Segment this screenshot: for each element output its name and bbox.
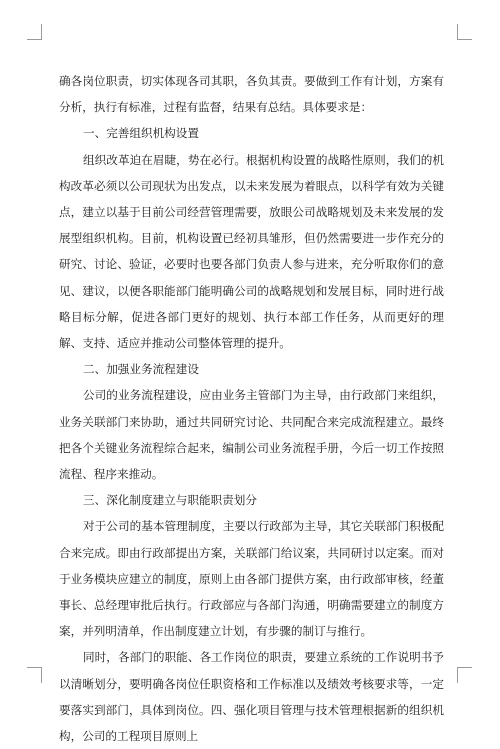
paragraph-job-responsibilities: 同时，各部门的职能、各工作岗位的职责，要建立系统的工作说明书予以清晰划分，要明确各岗位任职资格和工作标准以及绩效考核要求等，一定要落实到部门，具体到岗位。四、强化项目管理与技术管理根据新的组织机构，公司的工程项目原则上 [59, 650, 444, 744]
section-heading-3: 三、深化制度建立与职能职责划分 [83, 493, 257, 508]
paragraph-management-system: 对于公司的基本管理制度，主要以行政部为主导，其它关联部门积极配合来完成。即由行政部提出方案，关联部门给议案，共同研讨以定案。而对于业务模块应建立的制度，原则上由各部门提供方案，由行政部审核，经董事长、总经理审批后执行。行政部应与各部门沟通，明确需要建立的制度方案，并列明清单，作出制度建立计划，有步骤的制订与推行。 [59, 519, 444, 639]
crop-mark-bottom-left-h [27, 667, 41, 668]
section-heading-1: 一、完善组织机构设置 [83, 126, 199, 141]
crop-mark-top-left-h [27, 39, 41, 40]
crop-mark-bottom-right-h [457, 667, 472, 668]
section-heading-2: 二、加强业务流程建设 [83, 362, 199, 377]
crop-mark-bottom-left-v [41, 667, 42, 683]
crop-mark-top-right-h [457, 39, 472, 40]
crop-mark-bottom-right-v [457, 667, 458, 683]
paragraph-business-process: 公司的业务流程建设，应由业务主管部门为主导，由行政部门来组织，业务关联部门来协助，通过共同研究讨论、共同配合来完成流程建立。最终把各个关键业务流程综合起来，编制公司业务流程手册，今后一切工作按照流程、程序来推动。 [59, 388, 444, 482]
document-body [59, 68, 444, 749]
crop-mark-top-right-v [457, 24, 458, 40]
paragraph-intro: 确各岗位职责，切实体现各司其职，各负其责。要做到工作有计划，方案有分析，执行有标准，过程有监督，结果有总结。具体要求是： [59, 74, 444, 115]
paragraph-org-structure: 组织改革迫在眉睫，势在必行。根据机构设置的战略性原则，我们的机构改革必须以公司现状为出发点，以未来发展为着眼点，以科学有效为关键点，建立以基于目前公司经营管理需要，放眼公司战略规划及未来发展的发展型组织机构。目前，机构设置已经初具雏形，但仍然需要进一步作充分的研究、讨论、验证，必要时也要各部门负责人参与进来，充分听取你们的意见、建议，以便各职能部门能明确公司的战略规划和发展目标，同时进行战略目标分解，促进各部门更好的规划、执行本部工作任务，从而更好的理解、支持、适应并推动公司整体管理的提升。 [59, 152, 444, 351]
crop-mark-top-left-v [41, 24, 42, 40]
